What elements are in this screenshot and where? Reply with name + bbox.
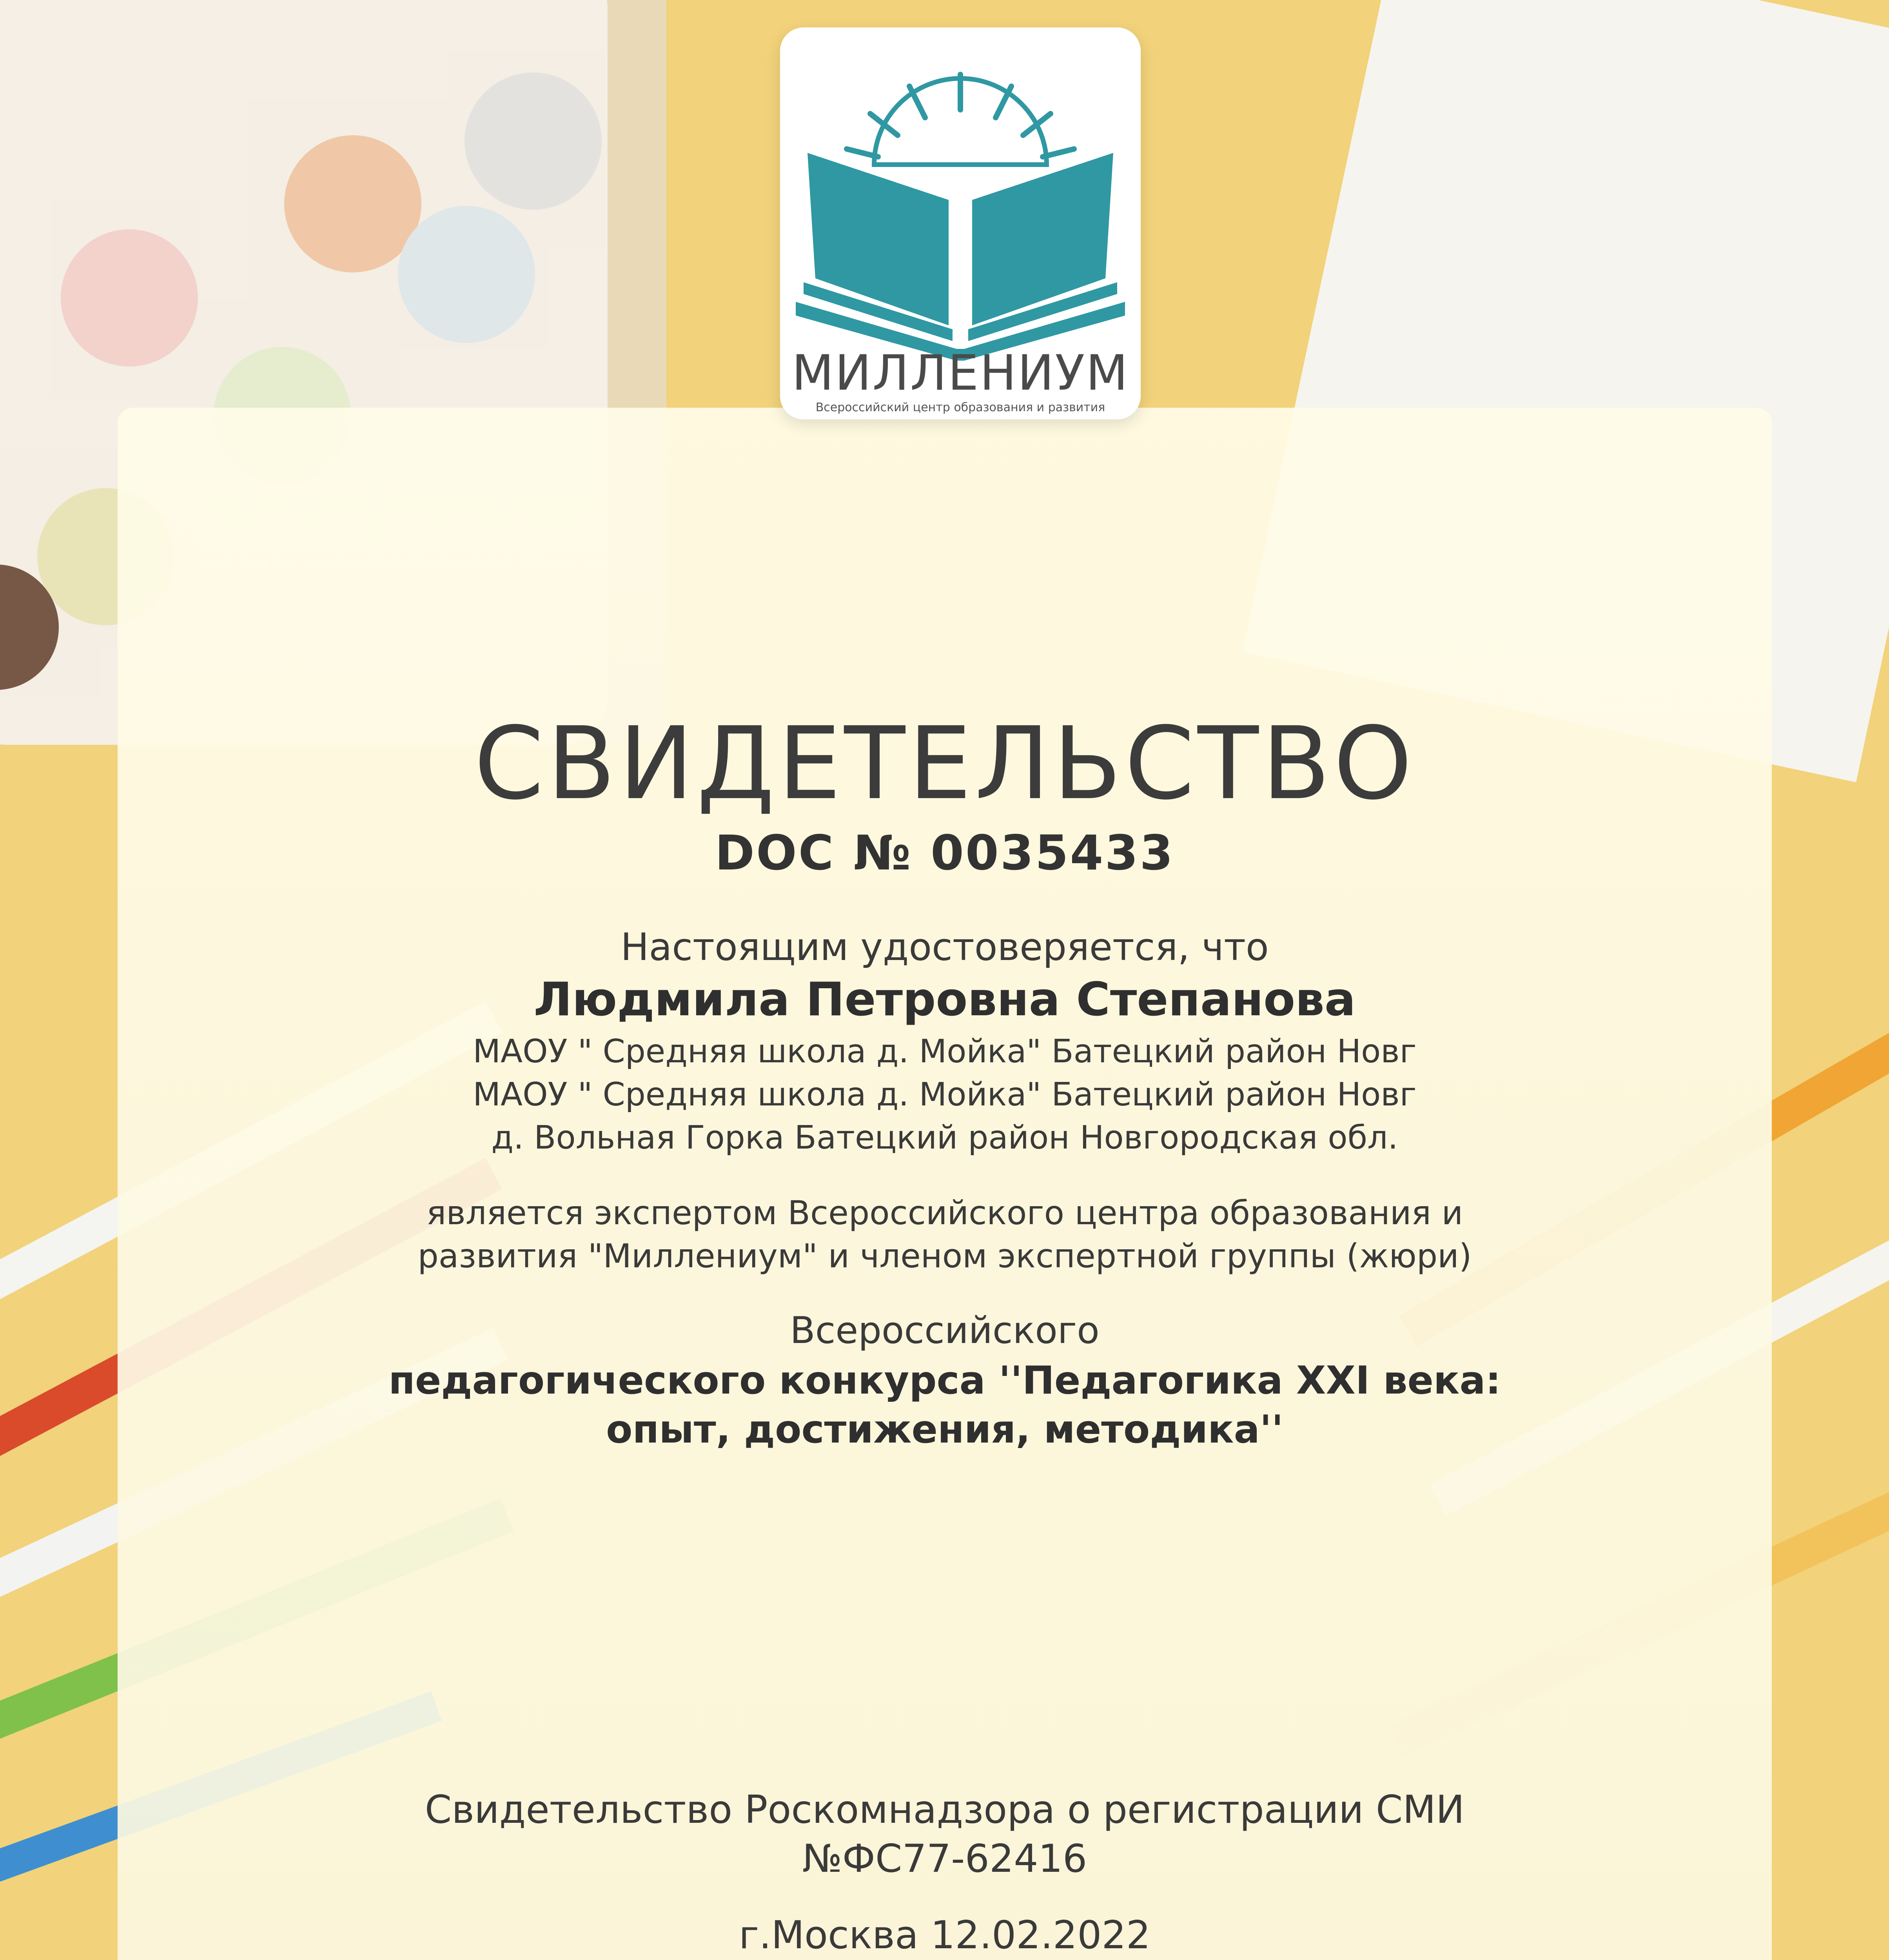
logo [780,27,1141,419]
place-date: г.Москва 12.02.2022 [739,1913,1151,1958]
intro-text: Настоящим удостоверяется, что [621,925,1269,969]
organization-line: д. Вольная Горка Батецкий район Новгородская обл. [491,1119,1398,1156]
certificate-title: СВИДЕТЕЛЬСТВО [474,706,1415,822]
certificate-panel [118,408,1772,1960]
registration-line: Свидетельство Роскомнадзора о регистрации СМИ [425,1788,1465,1832]
role-line: развития "Миллениум" и членом экспертной группы (жюри) [417,1237,1472,1275]
organization-line: МАОУ " Средняя школа д. Мойка" Батецкий район Новг [473,1033,1417,1070]
organization-line: МАОУ " Средняя школа д. Мойка" Батецкий район Новг [473,1076,1417,1113]
document-number: DOC № 0035433 [715,825,1175,881]
logo-subtitle: Всероссийский центр образования и развития [815,401,1105,414]
contest-line: педагогического конкурса ''Педагогика XXI века: [388,1358,1501,1403]
logo-title: МИЛЛЕНИУМ [791,345,1129,401]
registration-number: №ФС77-62416 [802,1837,1087,1881]
contest-line: Всероссийского [790,1309,1100,1352]
role-line: является экспертом Всероссийского центра образования и [426,1194,1463,1232]
recipient-name: Людмила Петровна Степанова [533,972,1356,1026]
contest-line: опыт, достижения, методика'' [606,1407,1283,1452]
